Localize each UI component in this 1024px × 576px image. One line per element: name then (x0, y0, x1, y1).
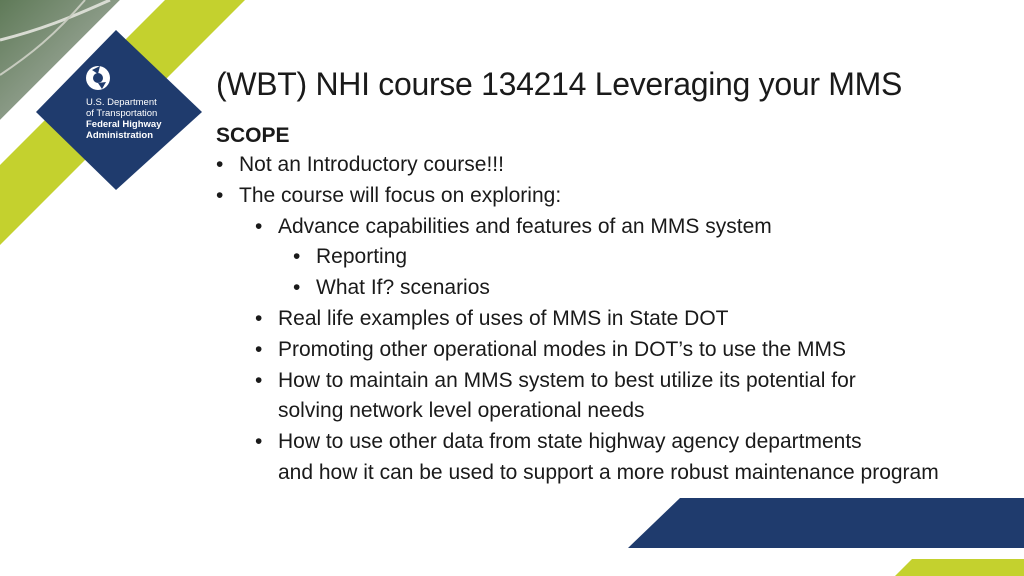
bullet-item: • Real life examples of uses of MMS in State DOT (216, 304, 939, 335)
bullet-item: • Promoting other operational modes in DOT’s to use the MMS (216, 335, 939, 366)
dot-triskelion-icon (86, 66, 110, 90)
logo-line-2: of Transportation (86, 108, 158, 119)
bullet-item-multiline (216, 427, 939, 489)
bottom-lime-bar (895, 559, 1024, 576)
logo-line-1: U.S. Department (86, 97, 157, 108)
slide-content (216, 122, 939, 489)
bullet-line: and how it can be used to support a more robust maintenance program (278, 460, 939, 484)
logo-line-3: Federal Highway (86, 119, 162, 130)
bottom-navy-bar (628, 498, 1024, 548)
bullet-item: • What If? scenarios (216, 273, 939, 304)
bullet-item: • Advance capabilities and features of an MMS system (216, 212, 939, 243)
bullet-item-multiline (216, 366, 939, 428)
slide-title: (WBT) NHI course 134214 Leveraging your MMS (216, 66, 903, 102)
bullet-line: solving network level operational needs (278, 399, 645, 423)
bullet-line: • How to use other data from state highway agency departments (278, 430, 862, 454)
bullet-list (216, 150, 939, 489)
bullet-line: • How to maintain an MMS system to best utilize its potential for (278, 368, 856, 392)
bullet-item: • The course will focus on exploring: (216, 181, 939, 212)
scope-heading: SCOPE (216, 124, 290, 147)
dot-logo-text (86, 97, 196, 141)
bullet-item: • Reporting (216, 242, 939, 273)
bullet-item: • Not an Introductory course!!! (216, 150, 939, 181)
logo-line-4: Administration (86, 130, 154, 141)
